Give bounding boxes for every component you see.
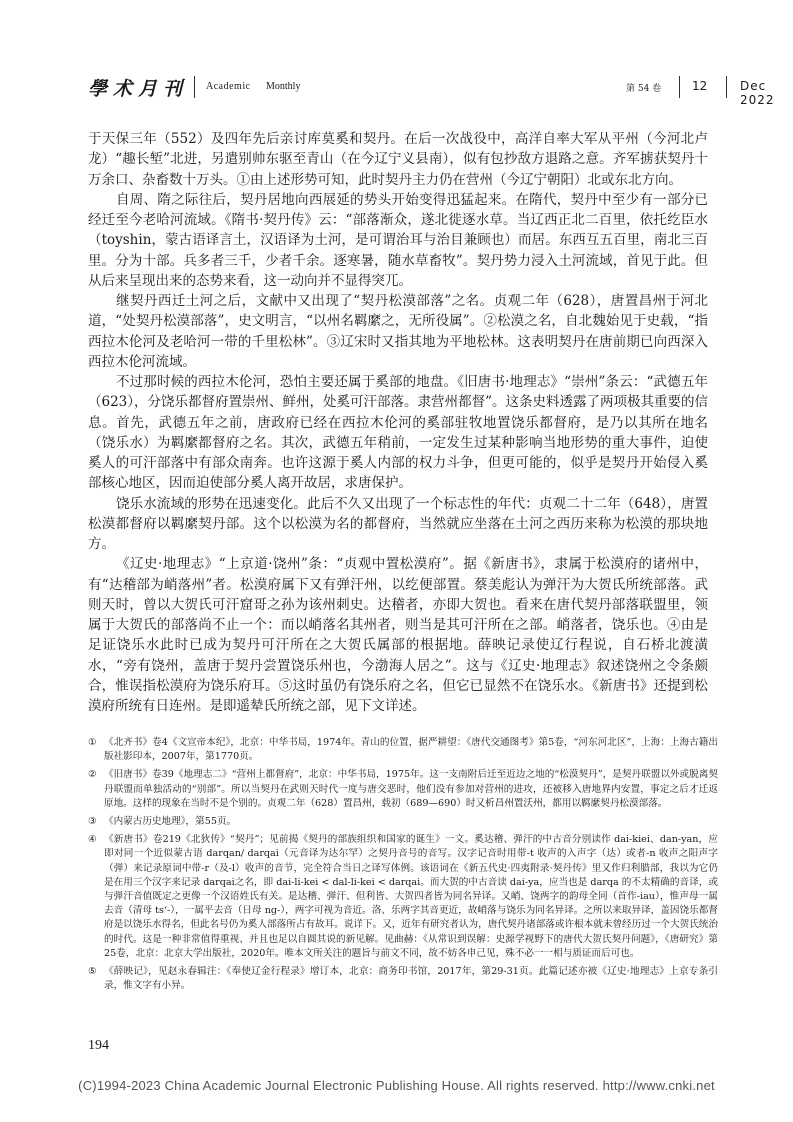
header-divider [679, 76, 680, 98]
paragraph: 于天保三年（552）及四年先后亲讨库莫奚和契丹。在后一次战役中，高洋自率大军从平州（今河北卢龙）“趣长堑”北进，另遣别帅东驱至青山（在今辽宁义县南），似有包抄敌方退路之意。齐军掳获契丹十万余口、杂畜数十万头。①由上述形势可知，此时契丹主力仍在营州（今辽宁朝阳）北或东北方向。 [88, 131, 708, 188]
page-number: 194 [88, 1038, 109, 1053]
running-header [88, 72, 775, 107]
paragraph: 饶乐水流域的形势在迅速变化。此后不久又出现了一个标志性的年代：贞观二十二年（648），唐置松漠都督府以羁縻契丹部。这个以松漠为名的都督府，当然就应坐落在土河之西历来称为松漠的那块地方。 [88, 495, 708, 552]
footnote-mark: ② [88, 769, 97, 781]
journal-name-en-right: Monthly [266, 81, 301, 92]
footnote [88, 833, 718, 961]
issue-number: 12 [692, 79, 708, 93]
footnote [88, 736, 718, 764]
footnote-mark: ④ [88, 834, 97, 846]
footnote [88, 965, 718, 993]
volume-label: 第 54 卷 [626, 84, 662, 94]
copyright-footer: (C)1994-2023 China Academic Journal Electronic Publishing House. All rights reserved. http://www.cnki.net [78, 1078, 715, 1093]
journal-name-en-left: Academic [206, 81, 251, 92]
footnote-text: 《内蒙古历史地理》，第55页。 [104, 816, 237, 828]
footnote-text: 《旧唐书》卷39《地理志二》“营州上都督府”，北京：中华书局，1975年。这一支南附后迁至近边之地的“松漠契丹”，是契丹联盟以外或脱离契丹联盟而单独活动的“别部”。所以当契丹在武则天时代一度与唐交恶时，他们没有参加对营州的进攻，还被移入唐地界内安置，事定之后才迁返原地。这样的现象在当时不是个别的。贞观二年（628）置昌州，载初（689—690）时又析昌州置沃州，都用以羁縻契丹松漠部落。 [104, 769, 718, 809]
footnote-mark: ③ [88, 816, 97, 828]
footnotes [88, 736, 718, 997]
paragraph: 继契丹西迁土河之后，文献中又出现了“契丹松漠部落”之名。贞观二年（628），唐置昌州于河北道，“处契丹松漠部落”，史文明言，“以州名羁縻之，无所役属”。②松漠之名，自北魏始见于史载，“指西拉木伦河及老哈河一带的千里松林”。③辽宋时又指其地为平地松林。这表明契丹在唐前期已向西深入西拉木伦河流域。 [88, 293, 708, 370]
footnote-text: 《北齐书》卷4《文宣帝本纪》，北京：中华书局，1974年。青山的位置，据严耕望：《唐代交通图考》第5卷，“河东河北区”，上海：上海古籍出版社影印本，2007年，第1770页。 [104, 737, 718, 763]
issue-date: Dec 2022 [740, 79, 775, 107]
paragraph: 《辽史·地理志》“上京道·饶州”条：“贞观中置松漠府”。据《新唐书》，隶属于松漠府的诸州中，有“达稽部为峭落州”者。松漠府属下又有弹汗州，以纥便部置。蔡美彪认为弹汗为大贺氏所统部落。武则天时，曾以大贺氏可汗窟哥之孙为该州刺史。达稽者，亦即大贺也。看来在唐代契丹部落联盟里，领属于大贺氏的部落尚不止一个：而以峭落名其州者，则当是其可汗所在之部。峭落者，饶乐也。④由是足证饶乐水此时已成为契丹可汗所在之大贺氏属部的根据地。薛映记录使辽行程说，自石桥北渡潢水，“旁有饶州，盖唐于契丹尝置饶乐州也，今渤海人居之”。这与《辽史·地理志》叙述饶州之令条颇合，惟误指松漠府为饶乐府耳。⑤这时虽仍有饶乐府之名，但它已显然不在饶乐水。《新唐书》还提到松漠府所统有日连州。是即遥辇氏所统之部，见下文详述。 [88, 556, 708, 714]
footnote-text: 《新唐书》卷219《北狄传》“契丹”；见前揭《契丹的部族组织和国家的诞生》一文。奚达稽、弹汗的中古音分别读作 dai-kiei、dan-yan，应即对同一个近似蒙古语 darqan/ darqai（元音译为达尔罕）之契丹音号的音写。汉字记音时用带-t 收声的入声字（达）或者-n 收声之阳声字（弹）来记录原词中带-r（及-l）收声的音节，完全符合当日之译写体例。该语词在《新五代史·四夷附录·契丹传》里又作归利腊部，我以为它仍是在用三个汉字来记录 darqai之名，即 dai-li-kei < dal-li-kei < darqai。而大贺的中古音读 dai-ya，应当也是 darqa 的不太精确的音译，或与弹汗音值既定之更像一个汉语姓氏有关。是达稽、弹汗、但利皆、大贺四者皆为同名异译。又峭、饶两字的韵母全同（首作-iau），惟声母一属去音（清母 ts‘-），一属平去音（日母 ng-），两字可视为音近。洛、乐两字其音更近，故峭落与饶乐为同名异译。之所以来取异译，盖因饶乐都督府是以饶乐水得名，但此名号仍为奚人部落所占有故耳。说详下。又，近年有研究者认为，唐代契丹诸部落或许根本就未曾经历过一个大贺氏统治的时代。这是一种非常值得重视、并且也足以自圆其说的新见解。见曲赫：《从常识到误解：史源学视野下的唐代大贺氏契丹问题》，《唐研究》第25卷，北京：北京大学出版社，2020年。唯本文所关注的题旨与前文不同，故不妨各申己见，殊不必一一相与质证而后可也。 [104, 834, 718, 959]
footnote-mark: ⑤ [88, 966, 97, 978]
footnote-mark: ① [88, 737, 97, 748]
footnote [88, 768, 718, 811]
footnote [88, 815, 718, 829]
header-divider [726, 76, 727, 98]
paragraph: 自周、隋之际往后，契丹居地向西展延的势头开始变得迅猛起来。在隋代，契丹中至少有一部分已经迁至今老哈河流域。《隋书·契丹传》云：“部落渐众，遂北徙逐水草。当辽西正北二百里，依托纥臣水（toyshin，蒙古语译言土，汉语译为土河，是可谓治耳与治目兼顾也）而居。东西互五百里，南北三百里。分为十部。兵多者三千，少者千余。逐寒暑，随水草畜牧”。契丹势力浸入土河流域，首见于此。但从后来呈现出来的态势来看，这一动向并不显得突兀。 [88, 191, 708, 289]
journal-logo: 學术月刊 [88, 78, 189, 100]
article-body [88, 129, 708, 716]
footnote-text: 《薛映记》，见赵永春辑注：《奉使辽金行程录》增订本，北京：商务印书馆，2017年，第29-31页。此篇记述亦被《辽史·地理志》上京专条引录，惟文字有小异。 [104, 966, 718, 992]
header-divider [194, 76, 195, 98]
paragraph: 不过那时候的西拉木伦河，恐怕主要还属于奚部的地盘。《旧唐书·地理志》“崇州”条云：“武德五年（623），分饶乐都督府置崇州、鲜州，处奚可汗部落。隶营州都督”。这条史料透露了两项极其重要的信息。首先，武德五年之前，唐政府已经在西拉木伦河的奚部驻牧地置饶乐都督府，是乃以其所在地名（饶乐水）为羁縻都督府之名。其次，武德五年稍前，一定发生过某种影响当地形势的重大事件，迫使奚人的可汗部落中有部众南奔。也许这源于奚人内部的权力斗争，但更可能的，似乎是契丹开始侵入奚部核心地区，因而迫使部分奚人离开故居，求唐保护。 [88, 374, 708, 492]
